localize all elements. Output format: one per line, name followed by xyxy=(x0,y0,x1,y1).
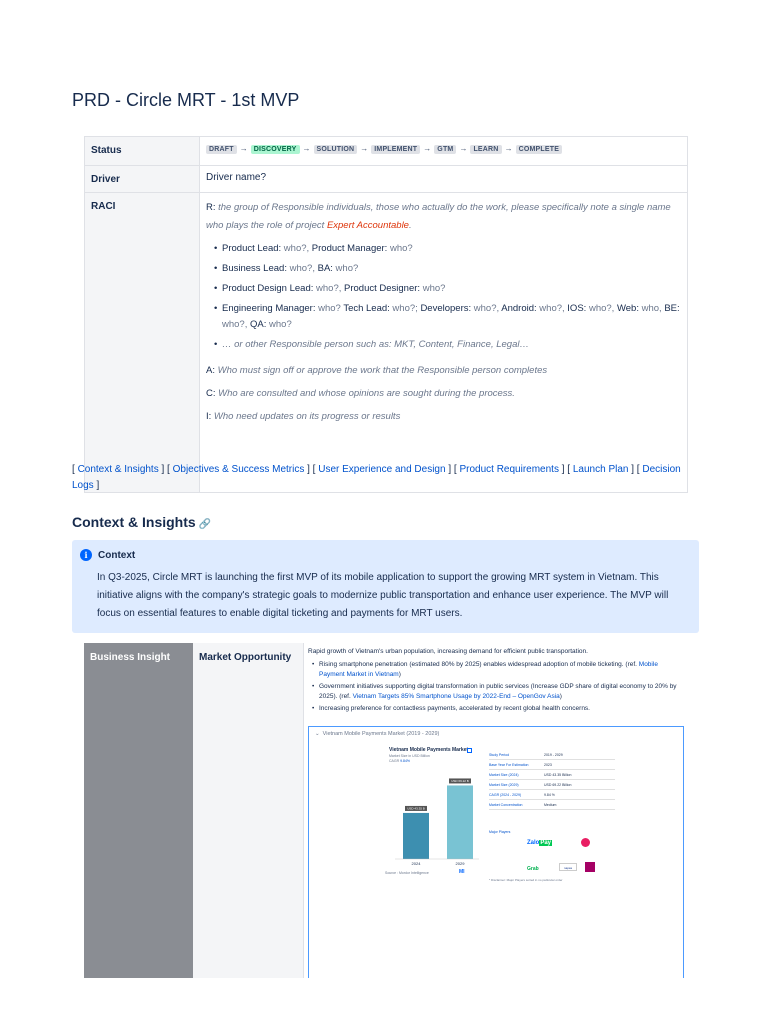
info-icon: i xyxy=(80,549,92,561)
raci-item-text: Product Manager: xyxy=(311,243,388,254)
insight-bullet: • Rising smartphone penetration (estimated 80% by 2025) enables widespread adoption of mobile ticketing. (ref. Mobile Payment Market in Vietnam) xyxy=(312,660,685,680)
status-table xyxy=(84,136,688,493)
snapshot-value: 2023 xyxy=(544,762,552,767)
raci-label: RACI xyxy=(85,193,200,493)
raci-item-text: , xyxy=(306,243,312,254)
status-lozenge-learn: LEARN xyxy=(470,145,501,154)
raci-item-text: who?, xyxy=(536,303,565,314)
status-lozenge-discovery: DISCOVERY xyxy=(251,145,300,154)
status-lozenge-draft: DRAFT xyxy=(206,145,237,154)
momo-logo xyxy=(585,862,595,872)
major-players xyxy=(489,830,615,882)
status-lozenge-solution: SOLUTION xyxy=(314,145,358,154)
insight-bullets xyxy=(312,660,685,714)
reference-link[interactable]: Mobile Payment Market in Vietnam xyxy=(319,661,658,678)
raci-item-text: Product Designer: xyxy=(344,283,421,294)
status-lozenge-implement: IMPLEMENT xyxy=(371,145,420,154)
arrow-icon: → xyxy=(423,144,432,153)
market-snapshot-table xyxy=(489,750,615,810)
vnpay-logo xyxy=(581,838,590,847)
section-heading xyxy=(72,514,211,530)
major-players-label: Major Players xyxy=(489,830,511,834)
info-panel-header xyxy=(80,549,687,561)
x-tick-label: 2029 xyxy=(455,861,465,866)
nav-link-launch-plan[interactable]: Launch Plan xyxy=(572,464,629,475)
value-label: USD 69.22 B xyxy=(451,779,469,784)
snapshot-value: Medium xyxy=(544,802,557,807)
raci-item-text: who?, xyxy=(222,319,248,330)
raci-item-text: who?, xyxy=(586,303,615,314)
market-subtitle: Market Size in USD Billion xyxy=(389,754,430,758)
mordor-logo: MI xyxy=(459,869,465,875)
raci-list xyxy=(214,241,681,353)
raci-c-prefix: C: xyxy=(206,388,216,399)
raci-item-text: Business Lead: xyxy=(222,263,287,274)
snapshot-row xyxy=(489,780,615,790)
raci-item-text: Engineering Manager: xyxy=(222,303,316,314)
raci-item xyxy=(214,261,681,277)
nav-link-decision-logs[interactable]: Decision Logs xyxy=(72,464,681,491)
link-icon[interactable]: 🔗 xyxy=(198,519,212,530)
insight-intro: Rapid growth of Vietnam's urban population, increasing demand for efficient public transportation. xyxy=(308,648,588,655)
nav-link-objectives-success-metrics[interactable]: Objectives & Success Metrics xyxy=(172,464,305,475)
raci-item-text: Tech Lead: xyxy=(343,303,390,314)
section-heading-text: Context & Insights xyxy=(72,514,196,530)
raci-item-text: Developers: xyxy=(420,303,472,314)
raci-item-text: … or other Responsible person such as: MKT, Content, Finance, Legal… xyxy=(222,339,529,350)
snapshot-row xyxy=(489,750,615,760)
napas-logo: napas xyxy=(559,863,577,871)
expand-icon xyxy=(467,748,472,753)
zalopay-logo xyxy=(527,840,552,846)
market-chart-title: Vietnam Mobile Payments Market xyxy=(389,747,469,753)
raci-item-text: who, xyxy=(638,303,662,314)
nav-link-user-experience-and-design[interactable]: User Experience and Design xyxy=(318,464,446,475)
raci-item-text: who? xyxy=(387,243,413,254)
raci-r-end: . xyxy=(408,220,412,231)
market-bar-chart xyxy=(387,764,479,868)
snapshot-key: Market Size (2024) xyxy=(489,772,519,777)
snapshot-key: Base Year For Estimation xyxy=(489,762,529,767)
driver-label: Driver xyxy=(85,166,200,193)
insight-topic: Market Opportunity xyxy=(193,643,304,978)
raci-item-text: who? xyxy=(315,303,341,314)
bar-2024 xyxy=(403,813,429,859)
info-panel-title: Context xyxy=(98,549,136,561)
raci-r xyxy=(206,199,681,235)
raci-i-text: Who need updates on its progress or results xyxy=(211,411,401,422)
insight-category: Business Insight xyxy=(84,643,193,978)
raci-item-text: , xyxy=(338,283,345,294)
info-panel xyxy=(72,540,699,633)
players-disclaimer: * Disclaimer: Major Players sorted in no particular order xyxy=(489,878,563,882)
raci-item-text: IOS: xyxy=(567,303,587,314)
driver-value[interactable]: Driver name? xyxy=(200,166,688,193)
section-nav: [ Context & Insights ] [ Objectives & Success Metrics ] [ User Experience and Design ] [ Product Requirements ] [ Launch Plan ] [ Decision Logs ] xyxy=(72,464,681,491)
raci-item xyxy=(214,337,681,353)
expand-section[interactable] xyxy=(308,726,684,978)
arrow-icon: → xyxy=(302,144,311,153)
raci-item-text: who? xyxy=(286,263,313,274)
raci-item-text: who?, xyxy=(471,303,500,314)
raci-item-text: who? xyxy=(281,243,307,254)
raci-item-text: Web: xyxy=(616,303,639,314)
raci-item-text: Product Lead: xyxy=(222,243,282,254)
raci-i-prefix: I: xyxy=(206,411,212,422)
raci-item-text: Product Design Lead: xyxy=(222,283,314,294)
snapshot-row xyxy=(489,760,615,770)
arrow-icon: → xyxy=(360,144,369,153)
raci-a-text: Who must sign off or approve the work that the Responsible person completes xyxy=(214,365,548,376)
snapshot-value: 9.84 % xyxy=(544,792,555,797)
nav-link-context-insights[interactable]: Context & Insights xyxy=(77,464,159,475)
raci-item-text: QA: xyxy=(250,319,267,330)
arrow-icon: → xyxy=(239,144,248,153)
raci-item xyxy=(214,241,681,257)
raci-item xyxy=(214,301,681,333)
expand-header[interactable] xyxy=(309,727,683,741)
chevron-down-icon[interactable]: ⌄ xyxy=(315,731,320,737)
raci-c-text: Who are consulted and whose opinions are sought during the process. xyxy=(215,388,515,399)
raci-item-text: who? xyxy=(313,283,339,294)
raci-item xyxy=(214,281,681,297)
snapshot-key: Market Concentration xyxy=(489,802,523,807)
raci-item-text: BE: xyxy=(664,303,680,314)
snapshot-row xyxy=(489,770,615,780)
snapshot-row xyxy=(489,790,615,800)
raci-r-accent: Expert Accountable xyxy=(326,220,409,231)
info-panel-body: In Q3-2025, Circle MRT is launching the first MVP of its mobile application to support the growing MRT system in Vietnam. This initiative aligns with the company's strategic goals to modernize public transportation and enhance user experience. The MVP will focus on essential features to enable digital ticketing and payments for MRT users. xyxy=(97,572,669,619)
cagr-label: CAGR xyxy=(389,758,400,763)
reference-link[interactable]: Vietnam Targets 85% Smartphone Usage by 2022-End – OpenGov Asia xyxy=(352,693,560,700)
expand-title: Vietnam Mobile Payments Market (2019 - 2029) xyxy=(322,731,440,737)
insight-bullet: • Increasing preference for contactless payments, accelerated by recent global health concerns. xyxy=(312,704,685,714)
raci-item-text: , xyxy=(312,263,318,274)
insight-bullet: • Government initiatives supporting digital transformation in public services (Increase GDP share of digital economy to 20% by 2025). (ref. Vietnam Targets 85% Smartphone Usage by 2022-End – OpenGov Asia) xyxy=(312,682,685,702)
x-tick-label: 2024 xyxy=(411,861,421,866)
status-steps xyxy=(200,137,688,166)
raci-item-text: Android: xyxy=(501,303,537,314)
market-source: Source : Mordor Intelligence xyxy=(385,871,429,875)
raci-item-text: who?; xyxy=(389,303,418,314)
raci-a xyxy=(206,365,681,376)
grab-logo: Grab xyxy=(527,866,539,872)
raci-i xyxy=(206,411,681,422)
snapshot-value: USD 69.22 Billion xyxy=(544,782,572,787)
arrow-icon: → xyxy=(459,144,468,153)
raci-c xyxy=(206,388,681,399)
raci-item-text: BA: xyxy=(317,263,333,274)
page-title: PRD - Circle MRT - 1st MVP xyxy=(72,90,300,110)
zalo-text: Zalo xyxy=(527,840,540,846)
snapshot-value: 2019 - 2029 xyxy=(544,752,563,757)
market-infographic xyxy=(381,744,617,880)
insight-table xyxy=(84,643,688,978)
bar-2029 xyxy=(447,785,473,859)
cagr-value: 9.84% xyxy=(400,758,411,763)
status-lozenge-gtm: GTM xyxy=(434,145,456,154)
raci-a-prefix: A: xyxy=(206,365,215,376)
raci-item-text: who? xyxy=(332,263,359,274)
arrow-icon: → xyxy=(504,144,513,153)
status-lozenge-complete: COMPLETE xyxy=(516,145,563,154)
raci-r-prefix: R: xyxy=(206,202,216,213)
raci-r-text: the group of Responsible individuals, those who actually do the work, please specifically note a single name who plays the role of project xyxy=(206,202,671,231)
snapshot-key: Market Size (2029) xyxy=(489,782,519,787)
market-chart-subtitle xyxy=(389,754,430,763)
snapshot-value: USD 43.35 Billion xyxy=(544,772,572,777)
snapshot-key: Study Period xyxy=(489,752,510,757)
snapshot-key: CAGR (2024 - 2029) xyxy=(489,792,522,797)
raci-item-text: who? xyxy=(266,319,292,330)
zalo-pay-text: Pay xyxy=(540,840,552,846)
snapshot-row xyxy=(489,800,615,810)
raci-item-text: who? xyxy=(420,283,446,294)
status-label: Status xyxy=(85,137,200,166)
raci-content xyxy=(200,193,688,493)
value-label: USD 43.35 B xyxy=(407,806,425,811)
nav-link-product-requirements[interactable]: Product Requirements xyxy=(459,464,559,475)
